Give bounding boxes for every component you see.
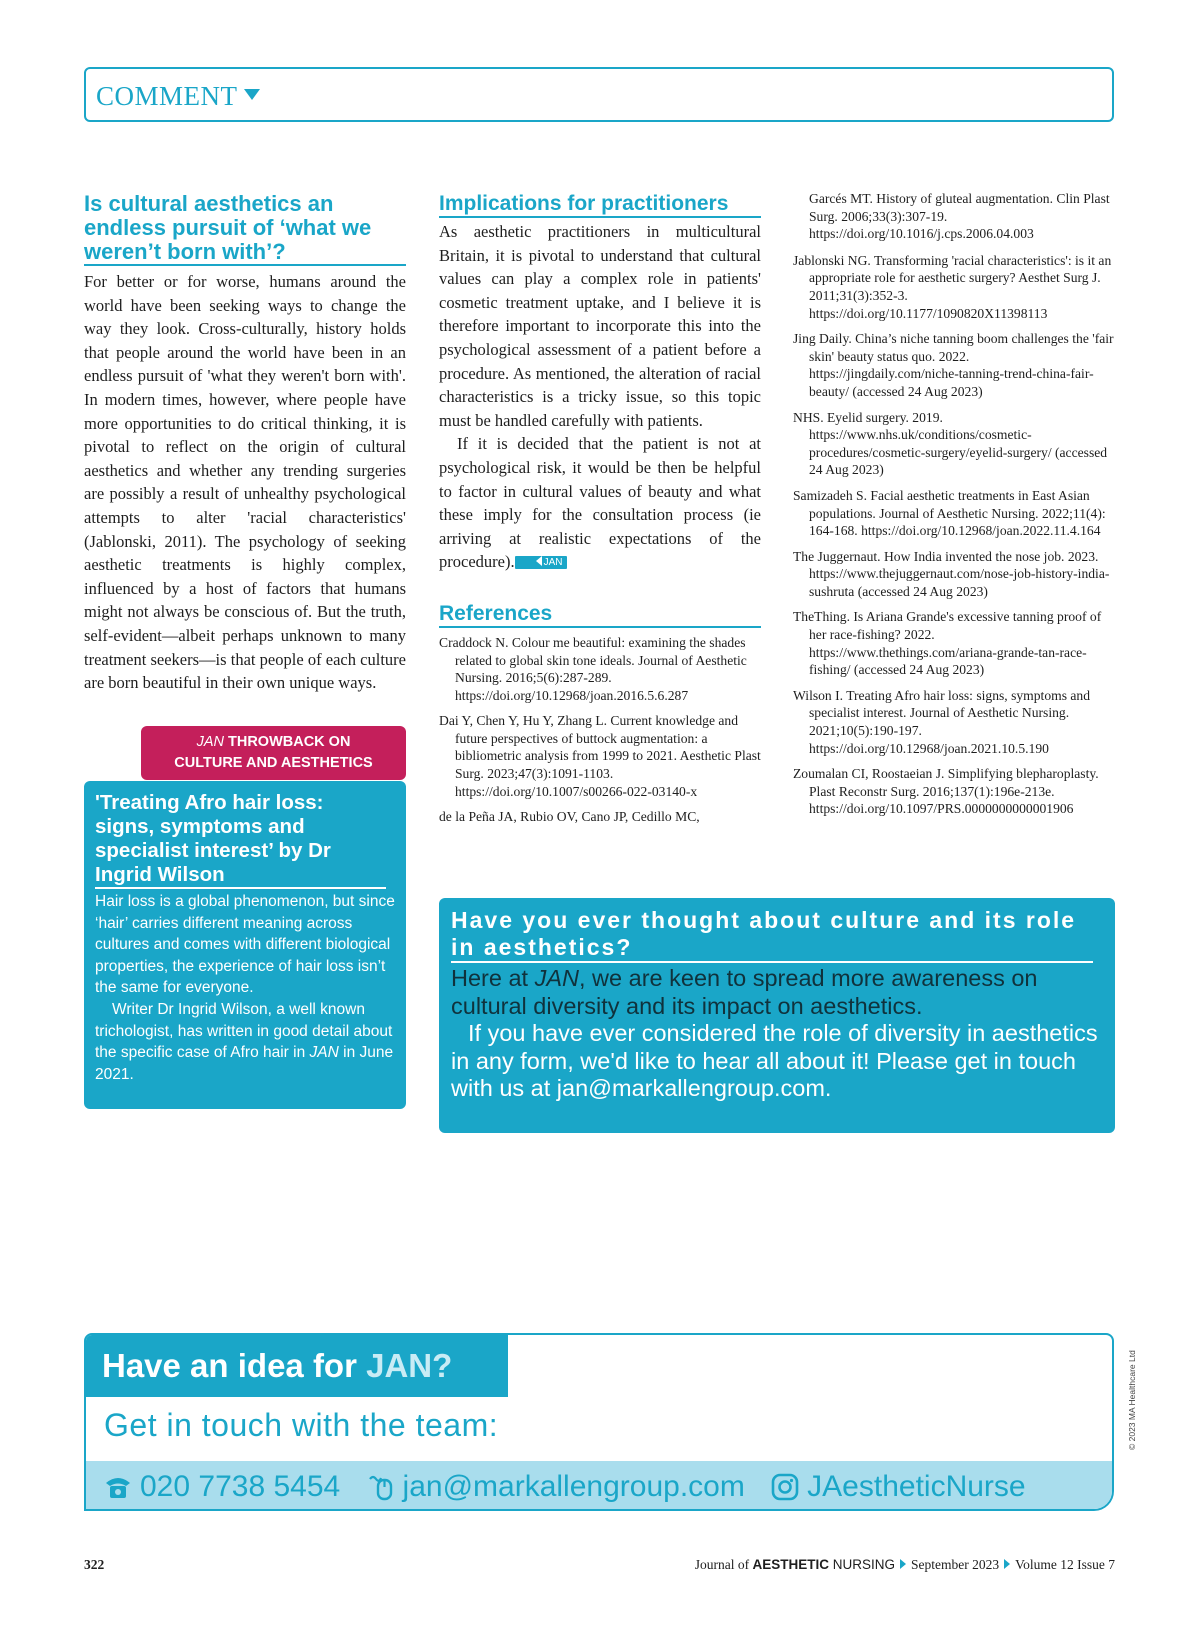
- reference-item: Jablonski NG. Transforming 'racial characteristics': is it an appropriate role for aesthetic surgery? Aesthet Surg J. 2011;31(3):352-3. https://doi.org/10.1177/1090820X11398113: [793, 252, 1112, 321]
- paragraph: As aesthetic practitioners in multicultural Britain, it is pivotal to understand that cultural values can play a complex role in patients' cosmetic treatment uptake, and I believe it is therefore important to incorporate this into the psychological assessment of a patient before a procedure. As mentioned, the alteration of racial characteristics is a tricky issue, so this topic must be handled carefully with patients.: [439, 222, 761, 430]
- paragraph: [439, 432, 761, 574]
- reference-continued: Garcés MT. History of gluteal augmentation. Clin Plast Surg. 2006;33(3):307-19. https://doi.org/10.1016/j.cps.2006.04.003: [809, 191, 1110, 242]
- reference-item: Wilson I. Treating Afro hair loss: signs, symptoms and specialist interest. Journal of Aesthetic Nursing. 2021;10(5):190-197. https://doi.org/10.12968/joan.2021.10.5.190: [793, 687, 1091, 756]
- triangle-left-icon: [536, 556, 542, 566]
- culture-p1-text: Here at: [451, 965, 535, 991]
- column-right: [793, 190, 1115, 826]
- contact-subtitle: Get in touch with the team:: [104, 1407, 499, 1443]
- culture-callout: [439, 898, 1115, 1133]
- section-label-text: COMMENT: [96, 81, 238, 111]
- throwback-line2: CULTURE AND AESTHETICS: [174, 755, 373, 771]
- throwback-banner: [141, 726, 406, 780]
- references-heading: References: [439, 602, 761, 628]
- jan-end-badge: [515, 556, 567, 569]
- practitioners-body: [439, 220, 761, 574]
- journal-footer: [695, 1557, 1115, 1573]
- section-header: [84, 67, 1114, 122]
- reference-item: NHS. Eyelid surgery. 2019. https://www.nhs.uk/conditions/cosmetic-procedures/cosmetic-surgery/eyelid-surgery/ (accessed 24 Aug 2023): [793, 409, 1108, 478]
- afro-p2-jan: JAN: [309, 1044, 339, 1062]
- journal-name-c: NURSING: [829, 1557, 896, 1572]
- email-link[interactable]: jan@markallengroup.com: [402, 1470, 745, 1504]
- reference-item: Jing Daily. China’s niche tanning boom challenges the 'fair skin' beauty status quo. 2022. https://jingdaily.com/niche-tanning-trend-china-fair-beauty/ (accessed 24 Aug 2023): [793, 331, 1114, 399]
- reference-item: Craddock N. Colour me beautiful: examining the shades related to global skin tone ideals. Journal of Aesthetic Nursing. 2016;5(6):287-289. https://doi.org/10.12968/joan.2016.5.6.287: [439, 634, 747, 703]
- reference-item: de la Peña JA, Rubio OV, Cano JP, Cedillo MC,: [439, 809, 700, 825]
- reference-item: TheThing. Is Ariana Grande's excessive tanning proof of her race-fishing? 2022. https://www.thethings.com/ariana-grande-tan-race-fishing/ (accessed 24 Aug 2023): [793, 609, 1102, 678]
- triangle-right-icon: [1004, 1559, 1010, 1569]
- culture-p1-jan: JAN: [534, 965, 579, 991]
- afro-paragraph-2: [95, 999, 396, 1085]
- issue-date: September 2023: [911, 1557, 1000, 1572]
- reference-item: Samizadeh S. Facial aesthetic treatments in East Asian populations. Journal of Aesthetic Nursing. 2022;11(4): 164-168. https://doi.org/10.12968/joan.2022.11.4.164: [793, 487, 1106, 539]
- afro-hair-box: [84, 781, 406, 1109]
- journal-name-a: Journal of: [694, 1557, 753, 1572]
- contact-title-jan: JAN?: [366, 1347, 453, 1384]
- mouse-icon: [367, 1473, 395, 1501]
- article-heading: Is cultural aesthetics an endless pursuit of ‘what we weren’t born with’?: [84, 192, 406, 266]
- culture-p1-tail: , we are keen to spread more awareness on cultural diversity and its impact on aesthetics.: [451, 965, 1038, 1019]
- reference-item: Dai Y, Chen Y, Hu Y, Zhang L. Current knowledge and future perspectives of buttock augmentation: a bibliometric analysis from 1999 to 2021. Aesthetic Plast Surg. 2023;47(3):1091-1103. https://doi.org/10.1007/s00266-022-03140-x: [439, 713, 761, 799]
- practitioners-heading: Implications for practitioners: [439, 192, 761, 218]
- references-list-1: [439, 634, 761, 826]
- culture-paragraph-2: If you have ever considered the role of diversity in aesthetics in any form, we'd like to hear all about it! Please get in touch with us at jan@markallengroup.com.: [451, 1020, 1098, 1101]
- afro-box-body: [95, 891, 396, 1085]
- afro-paragraph-1: Hair loss is a global phenomenon, but since ‘hair’ carries different meaning across cultures and comes with different biological properties, the experience of hair loss isn’t the same for everyone.: [95, 893, 395, 997]
- paragraph: For better or for worse, humans around the world have been seeking ways to change the way they look. Cross-culturally, history holds that people around the world have been in an endless pursuit of 'what they weren't born with'. In modern times, however, where people have more opportunities to do critical thinking, it is pivotal to reflect on the origin of cultural aesthetics and whether any trending surgeries are possibly a result of unhealthy psychological attempts to alter 'racial characteristics' (Jablonski, 2011). The psychology of seeking aesthetic treatments is highly complex, influenced by a host of factors that humans might not always be conscious of. But the truth, self-evident—albeit perhaps unknown to many treatment seekers—is that people of each culture are born beautiful in their own unique ways.: [84, 272, 406, 693]
- afro-p2-tail: in June 2021.: [95, 1044, 394, 1083]
- instagram-icon: [771, 1473, 799, 1501]
- contact-details-bar: [86, 1461, 1112, 1511]
- references-list-2: [793, 252, 1115, 818]
- contact-banner: [84, 1333, 1114, 1511]
- social-handle[interactable]: JAestheticNurse: [807, 1470, 1026, 1504]
- paragraph-text: If it is decided that the patient is not at psychological risk, it would be then be helpful to factor in cultural values of beauty and what these imply for the consultation process (ie arriving at realistic expectations of the procedure).: [439, 434, 761, 572]
- caret-down-icon: [244, 89, 260, 100]
- afro-p2-text: Writer Dr Ingrid Wilson, a well known trichologist, has written in good detail about the specific case of Afro hair in: [95, 1000, 393, 1062]
- telephone-icon: [104, 1474, 132, 1500]
- journal-name-b: AESTHETIC: [752, 1557, 829, 1572]
- column-middle: [439, 192, 761, 834]
- page-number: 322: [84, 1557, 105, 1572]
- column-left: [84, 192, 406, 695]
- throwback-prefix: JAN: [196, 734, 224, 750]
- reference-item: The Juggernaut. How India invented the nose job. 2023. https://www.thejuggernaut.com/nose-job-history-india-sushruta (accessed 24 Aug 2023): [793, 548, 1110, 599]
- culture-paragraph-1: [451, 965, 1103, 1020]
- article-body: [84, 270, 406, 695]
- phone-number[interactable]: 020 7738 5454: [140, 1470, 341, 1504]
- section-label: [96, 81, 260, 112]
- contact-title-text: Have an idea for: [102, 1347, 367, 1384]
- throwback-line1: [141, 732, 406, 753]
- reference-item: Zoumalan CI, Roostaeian J. Simplifying blepharoplasty. Plast Reconstr Surg. 2016;137(1):196e-213e. https://doi.org/10.1097/PRS.0000000000001906: [793, 766, 1099, 817]
- issue-volume: Volume 12 Issue 7: [1015, 1557, 1115, 1572]
- jan-badge-text: JAN: [543, 557, 563, 569]
- contact-banner-title: [86, 1335, 508, 1397]
- afro-box-title: 'Treating Afro hair loss: signs, symptoms and specialist interest’ by Dr Ingrid Wilson: [95, 791, 386, 889]
- throwback-line1-text: THROWBACK ON: [223, 734, 351, 750]
- triangle-right-icon: [900, 1559, 906, 1569]
- copyright-notice: © 2023 MA Healthcare Ltd: [1127, 1350, 1137, 1450]
- culture-callout-title: Have you ever thought about culture and its role in aesthetics?: [451, 907, 1093, 963]
- culture-callout-body: [451, 965, 1103, 1103]
